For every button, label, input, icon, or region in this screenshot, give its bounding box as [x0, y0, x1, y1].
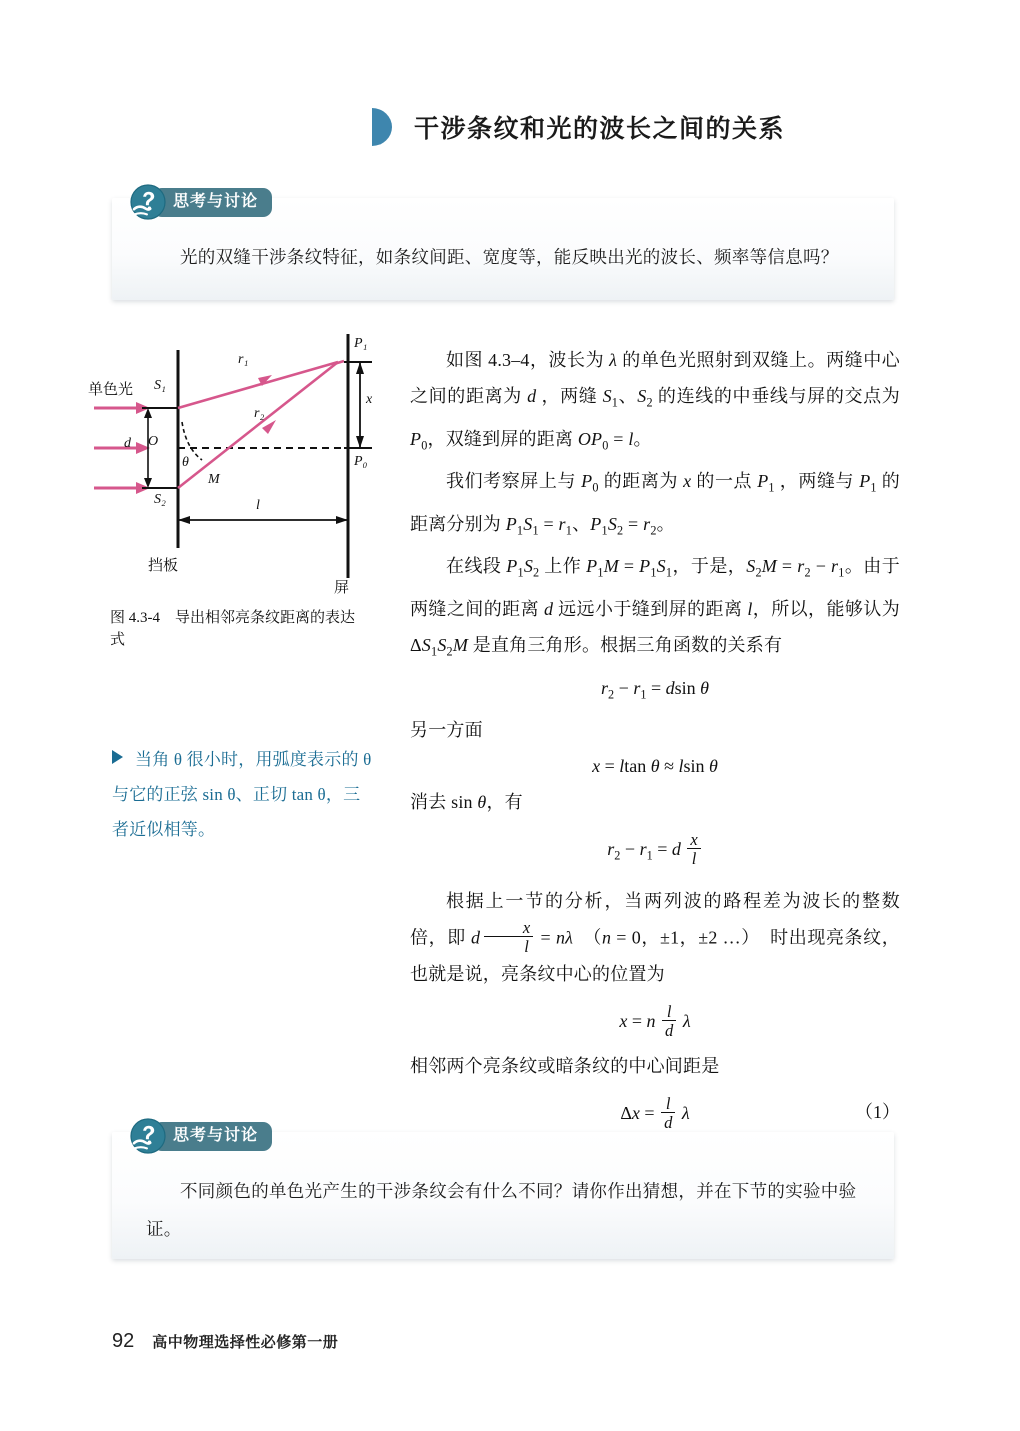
question-wave-icon: [130, 1118, 166, 1154]
figure-label-barrier: 挡板: [148, 558, 179, 574]
page-title: [372, 108, 785, 146]
page-title-text: 干涉条纹和光的波长之间的关系: [414, 115, 786, 143]
figure-label-o: O: [148, 434, 159, 449]
figure-label-x: x: [366, 392, 373, 407]
title-bullet-icon: [372, 108, 392, 146]
figure-caption: [110, 607, 360, 651]
book-title: 高中物理选择性必修第一册: [152, 1334, 339, 1351]
question-wave-icon: [130, 184, 166, 220]
equation-r2-r1-dsin: $r_2 - r_1 = dsin$ θ: [601, 677, 709, 702]
discussion-2-badge-label: 思考与讨论: [153, 1122, 272, 1151]
page-number: 92: [112, 1330, 135, 1352]
side-note: [112, 742, 377, 847]
discussion-1-header: [130, 184, 272, 220]
discussion-2-text: 不同颜色的单色光产生的干涉条纹会有什么不同？请你作出猜想，并在下节的实验中验证。: [146, 1181, 857, 1239]
main-text-column: [410, 342, 900, 1176]
figure-caption-text: 导出相邻亮条纹距离的表达式: [110, 610, 356, 648]
figure-label-p0: P₀: [354, 454, 368, 469]
equation-x-nld-lambda: x = n $\frac{l}{d}$ λ: [619, 1001, 691, 1041]
figure-label-r1: r₁: [238, 352, 249, 367]
figure-label-theta: θ: [182, 455, 189, 470]
triangle-bullet-icon: [112, 750, 123, 764]
side-note-text: 当角 θ 很小时，用弧度表示的 θ 与它的正弦 sin θ、正切 tan θ，三者近似相等。: [112, 750, 372, 839]
discussion-1-badge-label: 思考与讨论: [153, 188, 272, 217]
figure-label-d: d: [124, 436, 131, 451]
paragraph-3: 在线段 $P_1S_2$ 上作 $P_1M = P_1S_1$，于是，$S_2M = r_2 - r_1$。由于两缝之间的距离 d 远远小于缝到屏的距离 l，所以，能够认为 $\Delta S_1S_2M$ 是直角三角形。根据三角函数的关系有: [410, 556, 900, 659]
figure-label-source: 单色光: [88, 382, 134, 398]
figure-label-screen: 屏: [334, 580, 350, 596]
paragraph-2: 我们考察屏上与 $P_0$ 的距离为 x 的一点 $P_1$ ，两缝与 $P_1$ 的距离分别为 $P_1S_1 = r_1$、$P_1S_2 = r_2$。: [410, 471, 901, 538]
discussion-box-1: [112, 192, 894, 300]
figure-label-r2: r₂: [254, 406, 265, 421]
paragraph-6: 根据上一节的分析，当两列波的路程差为波长的整数倍，即 d $\frac{x}{l}$ = nλ （n = 0，±1，±2 …） 时出现亮条纹，也就是说，亮条纹中心的位置为: [410, 890, 900, 985]
figure-label-p1: P₁: [354, 336, 368, 351]
equation-delta-x: Δx = $\frac{l}{d}$ λ （1）: [410, 1084, 900, 1140]
discussion-1-text: 光的双缝干涉条纹特征，如条纹间距、宽度等，能反映出光的波长、频率等信息吗？: [180, 247, 839, 267]
paragraph-7: 相邻两个亮条纹或暗条纹的中心间距是: [410, 1056, 720, 1077]
figure-label-s1: S₁: [154, 378, 166, 393]
figure-label-l: l: [256, 498, 260, 513]
figure-label-s2: S₂: [154, 492, 166, 507]
figure-label-m: M: [208, 472, 220, 487]
paragraph-1: 如图 4.3–4，波长为 λ 的单色光照射到双缝上。两缝中心之间的距离为 d ，两缝 $S_1$、$S_2$ 的连线的中垂线与屏的交点为 $P_0$，双缝到屏的距离 $OP_0 = l$。: [410, 350, 900, 453]
paragraph-4: 另一方面: [410, 720, 483, 741]
page-footer: [112, 1330, 338, 1353]
figure-caption-number: 图 4.3-4: [110, 610, 160, 626]
discussion-box-2: [112, 1126, 894, 1259]
equation-x-ltan: x = ltan θ ≈ lsin θ: [592, 756, 718, 777]
paragraph-5: 消去 sin θ，有: [410, 792, 523, 813]
figure-4-3-4: [86, 330, 386, 596]
equation-r2-r1-dxl: $r_2 - r_1 = d$ $\frac{x}{l}$: [410, 820, 900, 883]
equation-number-1: （1）: [855, 1102, 900, 1123]
discussion-2-header: [130, 1118, 272, 1154]
